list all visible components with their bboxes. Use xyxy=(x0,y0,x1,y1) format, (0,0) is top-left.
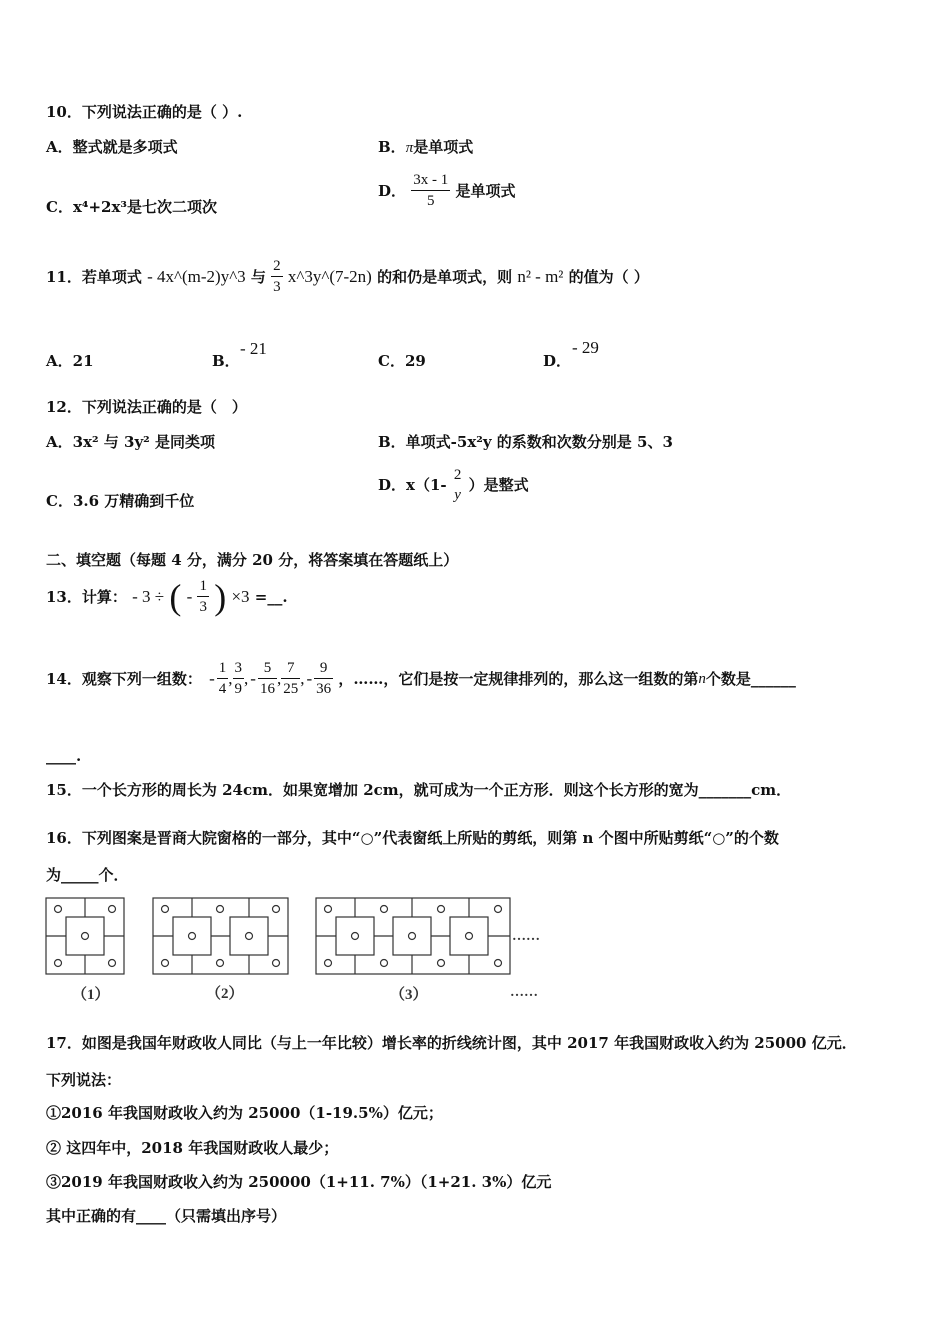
q12-option-b: B．单项式-5x²y 的系数和次数分别是 5、3 xyxy=(378,433,673,451)
q11-tail: 的值为（ ） xyxy=(568,267,649,286)
q14-term-denominator: 16 xyxy=(259,681,275,697)
q15-text: 15．一个长方形的周长为 24cm．如果宽增加 2cm，就可成为一个正方形．则这个长方形的宽为_______cm． xyxy=(46,781,792,799)
q10-option-c: C．x⁴+2x³是七次二项次 xyxy=(46,198,217,216)
q14-term-numerator: 1 xyxy=(217,658,229,679)
q13-fraction xyxy=(197,576,209,617)
q12-option-d-prefix: D．x（1- xyxy=(378,476,447,494)
q17-line1: 17．如图是我国年财政收人同比（与上一年比较）增长率的折线统计图，其中 2017 年我国财政收入约为 25000 亿元． xyxy=(46,1034,857,1052)
q14-prefix: 14．观察下列一组数： xyxy=(46,669,202,688)
q10-option-a: A．整式就是多项式 xyxy=(46,138,178,156)
q11-stem xyxy=(46,256,649,297)
q11-option-b-label: B． xyxy=(212,352,240,370)
q11-option-b-value: - 21 xyxy=(240,339,267,358)
q13-frac-den: 3 xyxy=(199,599,207,615)
q16-ellipsis-bottom: …… xyxy=(510,985,538,1000)
q16-figure-svg xyxy=(44,895,564,1010)
q17-item-3: ③2019 年我国财政收入约为 250000（1+11. 7%）（1+21. 3%）亿元 xyxy=(46,1173,552,1191)
q14-term-denominator: 4 xyxy=(218,681,227,697)
q12-option-c: C．3.6 万精确到千位 xyxy=(46,492,195,510)
q14-var: n xyxy=(698,670,706,687)
q17-item-1: ①2016 年我国财政收入约为 25000（1-19.5%）亿元； xyxy=(46,1104,443,1122)
q11-expr3: n² - m² xyxy=(517,266,564,286)
q12-option-d-denominator: y xyxy=(454,487,461,503)
q17-item-2: ② 这四年中，2018 年我国财政收人最少； xyxy=(46,1139,339,1157)
q12-option-d-numerator: 2 xyxy=(453,467,462,483)
q14-term-fraction xyxy=(233,658,245,699)
q13-prefix: 13．计算： xyxy=(46,587,127,606)
q16-figures xyxy=(44,895,564,1010)
q14-term-numerator: 7 xyxy=(281,658,300,679)
q16-figure-3 xyxy=(316,898,510,974)
q14-text2: 个数是______ xyxy=(705,669,796,688)
q11-frac-num: 2 xyxy=(271,256,283,277)
q11-option-d-label: D． xyxy=(543,352,572,370)
q10-option-b-text: 是单项式 xyxy=(413,138,474,156)
q11-prefix: 11．若单项式 xyxy=(46,267,142,286)
q16-label-1: （1） xyxy=(72,987,110,1003)
q14-term-sign: - xyxy=(209,668,215,688)
q16-line2: 为_____个． xyxy=(46,866,129,884)
q13-expr-b: - xyxy=(186,586,193,606)
q13-right-paren: ) xyxy=(214,576,227,617)
q10-option-d-label: D． xyxy=(378,181,407,200)
q10-stem: 10．下列说法正确的是（ ）. xyxy=(46,103,243,121)
q17-line2: 下列说法： xyxy=(46,1071,122,1089)
q13-left-paren: ( xyxy=(169,576,182,617)
q14-term-fraction xyxy=(281,658,300,699)
q14-term-denominator: 36 xyxy=(316,681,332,697)
q14-term-comma: , xyxy=(300,668,305,688)
q13-frac-num: 1 xyxy=(197,576,209,597)
q16-figure-2 xyxy=(153,898,288,974)
q10-option-b-symbol: π xyxy=(405,140,414,156)
q13 xyxy=(46,576,288,617)
q16-line1: 16．下列图案是晋商大院窗格的一部分，其中“○”代表窗纸上所贴的剪纸，则第 n 个图中所贴剪纸“○”的个数 xyxy=(46,829,779,847)
q13-blank: =__. xyxy=(254,587,288,606)
q11-frac-den: 3 xyxy=(273,279,281,295)
q10-option-d-text: 是单项式 xyxy=(455,181,516,200)
q13-expr-c: ×3 xyxy=(231,586,250,606)
q11-expr1: - 4x^(m-2)y^3 xyxy=(147,266,246,286)
q17-line-end: 其中正确的有____（只需填出序号） xyxy=(46,1207,287,1225)
q13-expr-a: - 3 ÷ xyxy=(132,586,165,606)
q10-option-d-denominator: 5 xyxy=(427,193,435,209)
q11-option-d-value: - 29 xyxy=(572,338,599,357)
q14-term-fraction xyxy=(314,658,333,699)
q16-figure-1 xyxy=(46,898,124,974)
q16-ellipsis-top: …… xyxy=(512,929,540,944)
q14 xyxy=(46,658,796,699)
q14-term-fraction xyxy=(217,658,229,699)
q10-option-b xyxy=(378,138,473,157)
section-2-title: 二、填空题（每题 4 分，满分 20 分，将答案填在答题纸上） xyxy=(46,551,459,569)
q12-option-a: A．3x² 与 3y² 是同类项 xyxy=(46,433,215,451)
q12-option-d-fraction xyxy=(452,465,464,505)
q16-label-2: （2） xyxy=(206,986,244,1002)
q14-term-denominator: 25 xyxy=(283,681,299,697)
q11-fraction xyxy=(271,256,283,297)
q12-option-d xyxy=(378,465,529,505)
q14-term-comma: , xyxy=(228,668,233,688)
q14-term-fraction xyxy=(258,658,277,699)
q14-term-comma: , xyxy=(244,668,249,688)
q10-option-d-fraction xyxy=(411,170,450,211)
q12-stem: 12．下列说法正确的是（ ） xyxy=(46,398,247,416)
q12-option-d-suffix: ）是整式 xyxy=(468,476,529,494)
q14-term-numerator: 9 xyxy=(314,658,333,679)
q14-sequence xyxy=(207,658,333,699)
q11-mid: 与 xyxy=(250,267,266,286)
q14-text: ，……，它们是按一定规律排列的，那么这一组数的第 xyxy=(338,669,699,688)
q16-label-3: （3） xyxy=(390,987,428,1003)
q11-option-a: A．21 xyxy=(46,352,94,370)
q14-line2: ____. xyxy=(46,747,82,765)
q11-expr2: x^3y^(7-2n) xyxy=(287,266,372,286)
q14-term-comma: , xyxy=(276,668,282,688)
q10-option-b-label: B． xyxy=(378,138,406,156)
q14-term-sign: - xyxy=(250,668,256,688)
q10-option-d-numerator: 3x - 1 xyxy=(411,170,450,191)
q11-option-c: C．29 xyxy=(378,352,426,370)
q14-term-denominator: 9 xyxy=(234,681,243,697)
q14-term-sign: - xyxy=(306,668,313,688)
q14-term-numerator: 3 xyxy=(233,658,245,679)
q11-suffix: 的和仍是单项式，则 xyxy=(377,267,513,286)
q10-option-d xyxy=(378,170,516,211)
q14-term-numerator: 5 xyxy=(258,658,277,679)
